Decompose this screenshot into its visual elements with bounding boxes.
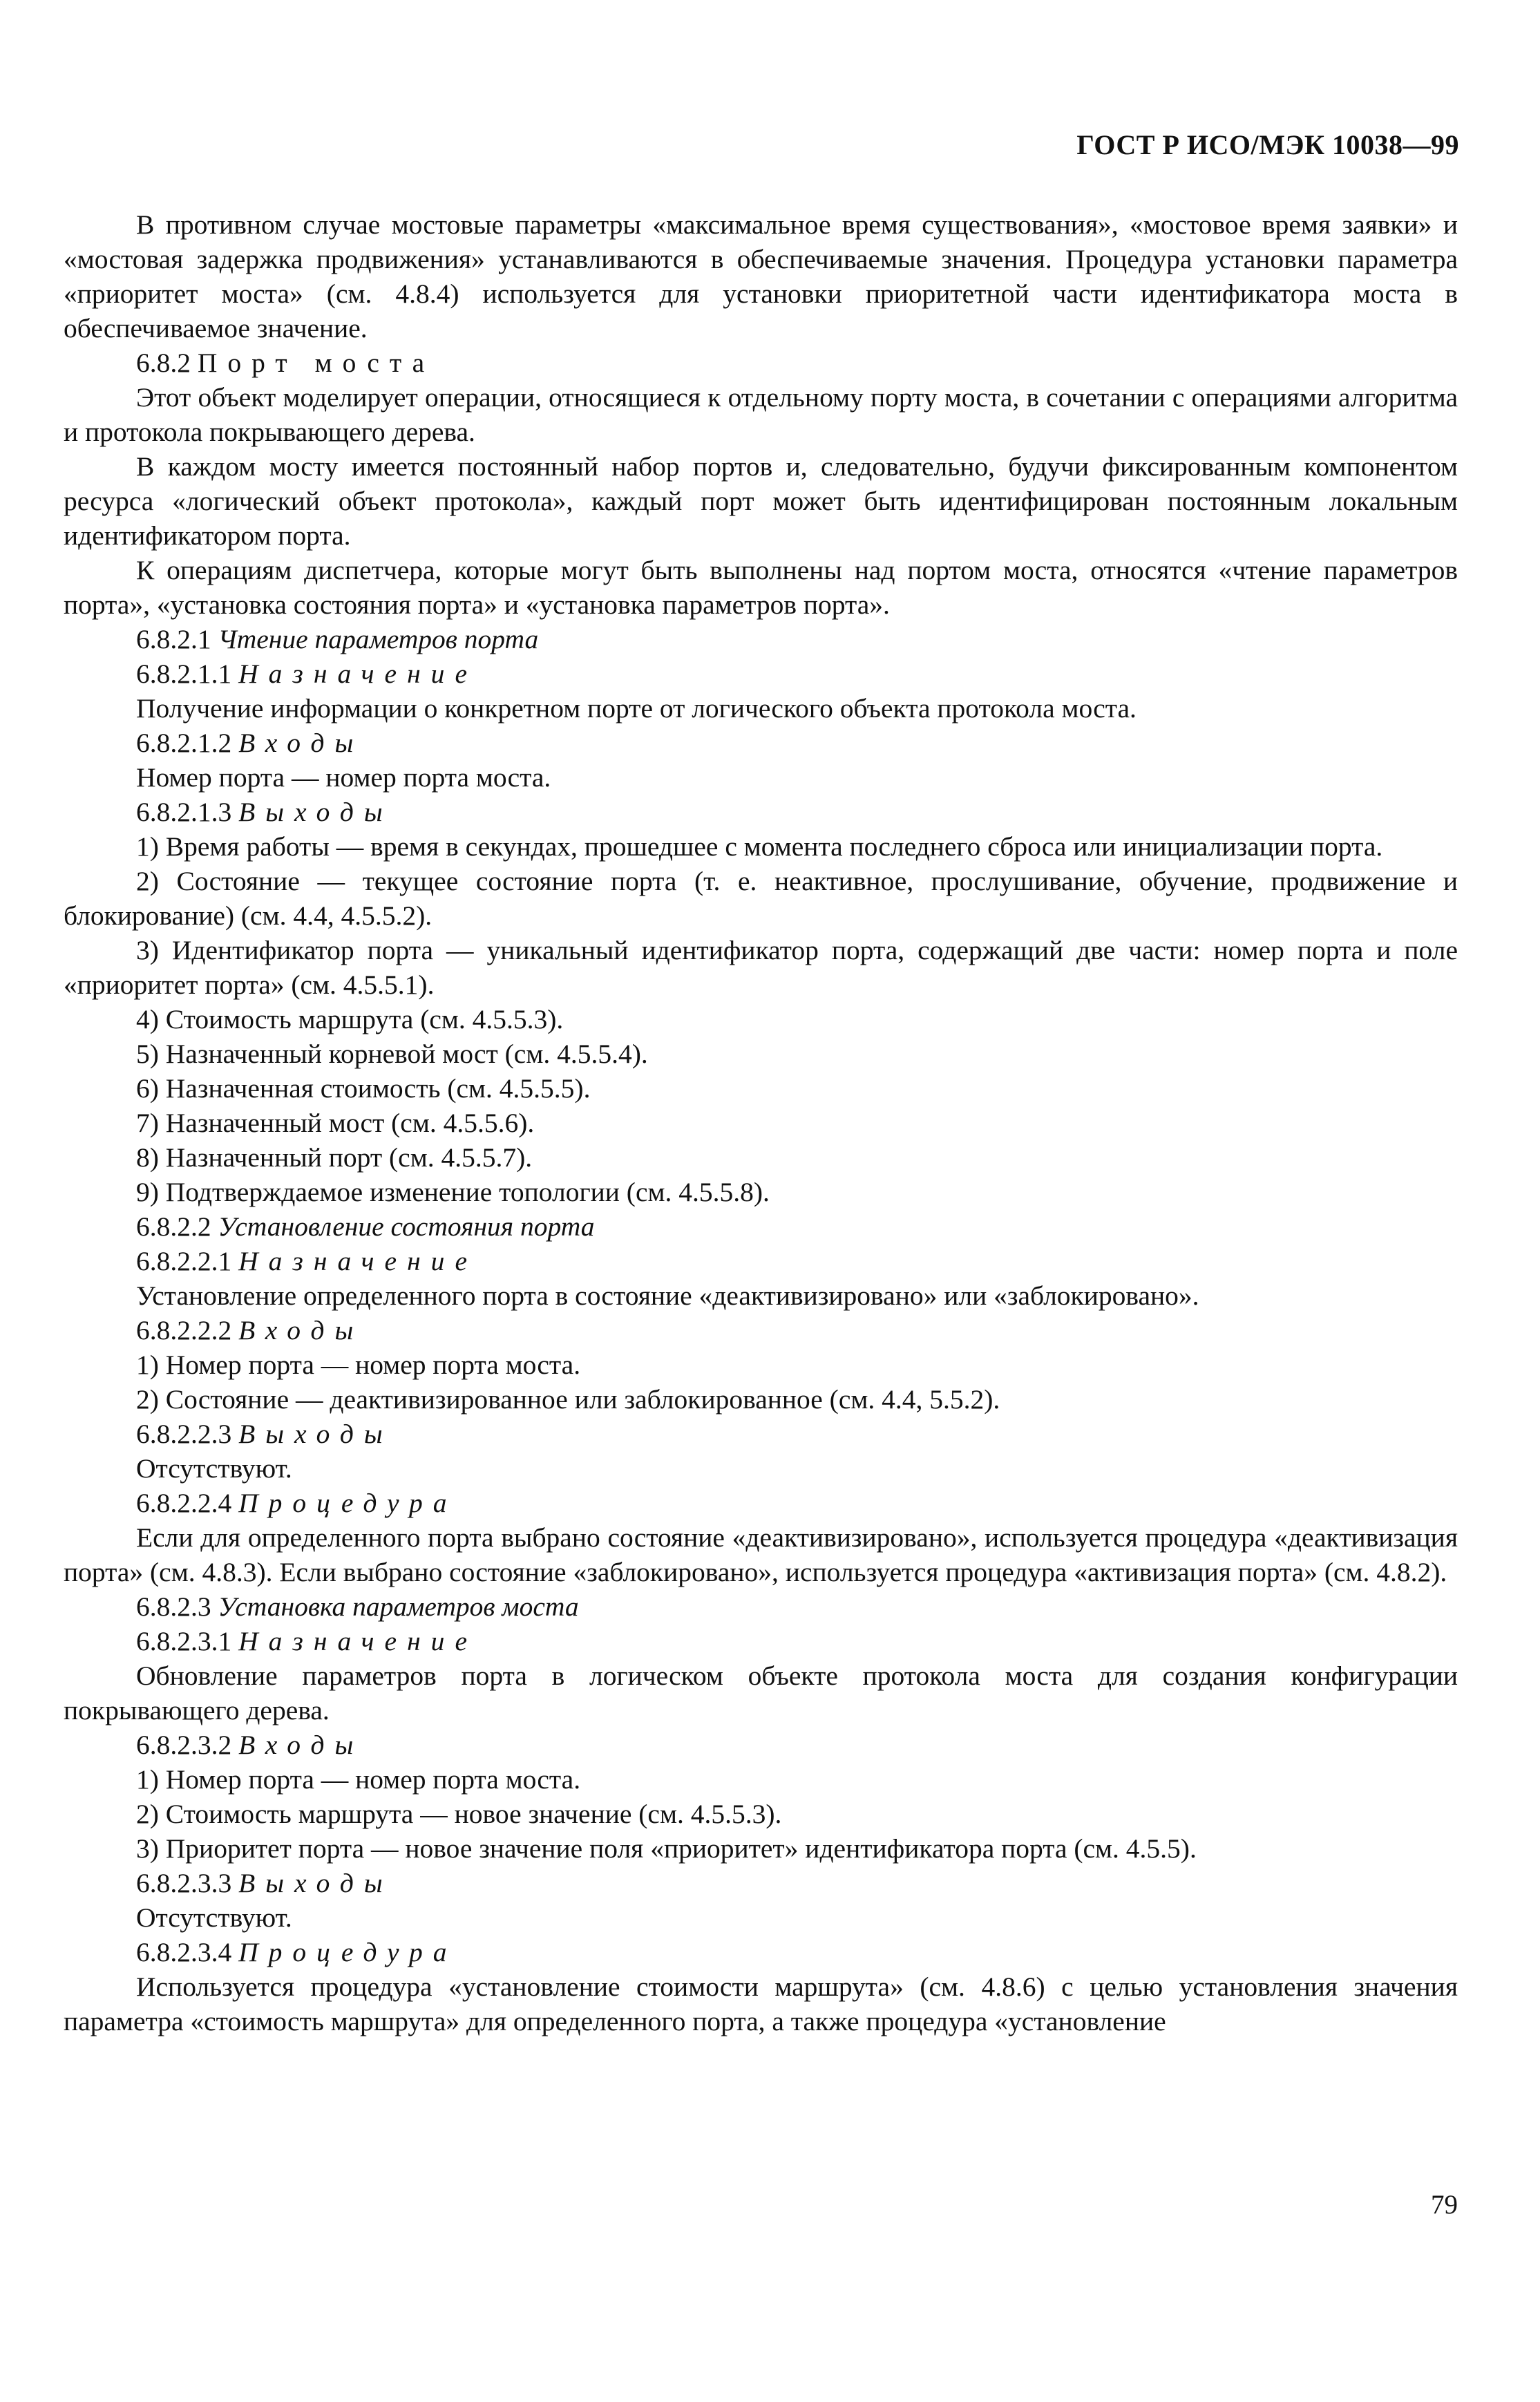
page-number: 79	[1431, 2190, 1458, 2220]
body-paragraph: В каждом мосту имеется постоянный набор портов и, следовательно, будучи фиксированным компонентом ресурса «логический объект протокола», каждый порт может быть идентифицирован постоянным локальным идентификатором порта.	[64, 451, 1458, 551]
section-title: Установка параметров моста	[218, 1591, 579, 1622]
section-heading	[64, 1313, 1458, 1347]
section-heading	[64, 1624, 1458, 1658]
body-paragraph: Этот объект моделирует операции, относящиеся к отдельному порту моста, в сочетании с операциями алгоритма и протокола покрывающего дерева.	[64, 382, 1458, 447]
section-number: 6.8.2.1.2	[136, 728, 239, 758]
section-title: Назначение	[238, 1626, 477, 1656]
section-title: Выходы	[238, 1419, 393, 1449]
body-paragraph: 6) Назначенная стоимость (см. 4.5.5.5).	[136, 1073, 591, 1104]
section-title: Входы	[238, 728, 364, 758]
section-number: 6.8.2.1.1	[136, 659, 239, 689]
section-title: Установление состояния порта	[218, 1211, 595, 1242]
section-number: 6.8.2.2.4	[136, 1488, 239, 1518]
section-title: Входы	[238, 1315, 364, 1345]
section-title: Процедура	[238, 1488, 457, 1518]
body-paragraph: Обновление параметров порта в логическом объекте протокола моста для создания конфигурации покрывающего дерева.	[64, 1661, 1458, 1725]
body-paragraph: 2) Состояние — текущее состояние порта (т. е. неактивное, прослушивание, обучение, продвижение и блокирование) (см. 4.4, 4.5.5.2).	[64, 866, 1458, 931]
body-paragraph: Отсутствуют.	[136, 1453, 292, 1484]
section-number: 6.8.2.3.2	[136, 1730, 239, 1760]
body-paragraph: Если для определенного порта выбрано состояние «деактивизировано», используется процедура «деактивизация порта» (см. 4.8.3). Если выбрано состояние «заблокировано», используется процедура «активизация порта» (см. 4.8.2).	[64, 1522, 1458, 1587]
section-title: Входы	[238, 1730, 364, 1760]
body-paragraph: 3) Идентификатор порта — уникальный идентификатор порта, содержащий две части: номер порта и поле «приоритет порта» (см. 4.5.5.1).	[64, 935, 1458, 1000]
section-heading	[64, 726, 1458, 760]
body-paragraph: В противном случае мостовые параметры «максимальное время существования», «мостовое время заявки» и «мостовая задержка продвижения» устанавливаются в обеспечиваемые значения. Процедура установки параметра «приоритет моста» (см. 4.8.4) используется для установки приоритетной части идентификатора моста в обеспечиваемое значение.	[64, 209, 1458, 343]
body-paragraph: Используется процедура «установление стоимости маршрута» (см. 4.8.6) с целью установления значения параметра «стоимость маршрута» для определенного порта, а также процедура «установление	[64, 1971, 1458, 2036]
section-heading	[64, 1935, 1458, 1969]
section-heading	[64, 346, 1458, 380]
body-paragraph: 9) Подтверждаемое изменение топологии (см. 4.5.5.8).	[136, 1177, 770, 1207]
document-body	[64, 207, 1458, 2039]
section-title: Процедура	[238, 1937, 457, 1967]
section-heading	[64, 1728, 1458, 1762]
body-paragraph: Отсутствуют.	[136, 1902, 292, 1933]
section-title: Назначение	[238, 659, 477, 689]
section-number: 6.8.2.2	[136, 1211, 218, 1242]
body-paragraph: 4) Стоимость маршрута (см. 4.5.5.3).	[136, 1004, 564, 1034]
document-header: ГОСТ Р ИСО/МЭК 10038—99	[1076, 129, 1459, 160]
body-paragraph: Получение информации о конкретном порте от логического объекта протокола моста.	[136, 693, 1137, 724]
body-paragraph: 1) Номер порта — номер порта моста.	[136, 1350, 581, 1380]
body-paragraph: 2) Стоимость маршрута — новое значение (см. 4.5.5.3).	[136, 1799, 782, 1829]
section-heading	[64, 622, 1458, 656]
body-paragraph: 5) Назначенный корневой мост (см. 4.5.5.4).	[136, 1039, 648, 1069]
section-heading	[64, 656, 1458, 691]
section-heading	[64, 1866, 1458, 1900]
section-title: Выходы	[238, 797, 393, 827]
section-title: Выходы	[238, 1868, 393, 1898]
section-number: 6.8.2.2.1	[136, 1246, 239, 1276]
section-heading	[64, 1209, 1458, 1244]
body-paragraph: 1) Номер порта — номер порта моста.	[136, 1764, 581, 1795]
body-paragraph: 2) Состояние — деактивизированное или заблокированное (см. 4.4, 5.5.2).	[136, 1384, 1000, 1415]
section-heading	[64, 795, 1458, 829]
section-number: 6.8.2.3.1	[136, 1626, 239, 1656]
section-heading	[64, 1244, 1458, 1278]
body-paragraph: Номер порта — номер порта моста.	[136, 762, 551, 793]
section-title: Назначение	[238, 1246, 477, 1276]
section-number: 6.8.2.2.2	[136, 1315, 239, 1345]
section-number: 6.8.2.1.3	[136, 797, 239, 827]
body-paragraph: 7) Назначенный мост (см. 4.5.5.6).	[136, 1108, 535, 1138]
section-number: 6.8.2.2.3	[136, 1419, 239, 1449]
section-number: 6.8.2	[136, 348, 198, 378]
body-paragraph: 3) Приоритет порта — новое значение поля «приоритет» идентификатора порта (см. 4.5.5).	[136, 1833, 1197, 1864]
body-paragraph: К операциям диспетчера, которые могут быть выполнены над портом моста, относятся «чтение параметров порта», «установка состояния порта» и «установка параметров порта».	[64, 555, 1458, 620]
section-number: 6.8.2.3.3	[136, 1868, 239, 1898]
section-title: Порт моста	[197, 348, 435, 378]
body-paragraph: 8) Назначенный порт (см. 4.5.5.7).	[136, 1142, 533, 1173]
section-number: 6.8.2.3	[136, 1591, 218, 1622]
section-heading	[64, 1417, 1458, 1451]
body-paragraph: Установление определенного порта в состояние «деактивизировано» или «заблокировано».	[136, 1280, 1199, 1311]
section-number: 6.8.2.1	[136, 624, 218, 654]
section-heading	[64, 1486, 1458, 1520]
section-number: 6.8.2.3.4	[136, 1937, 239, 1967]
section-heading	[64, 1589, 1458, 1624]
body-paragraph: 1) Время работы — время в секундах, прошедшее с момента последнего сброса или инициализации порта.	[136, 831, 1383, 862]
section-title: Чтение параметров порта	[218, 624, 539, 654]
